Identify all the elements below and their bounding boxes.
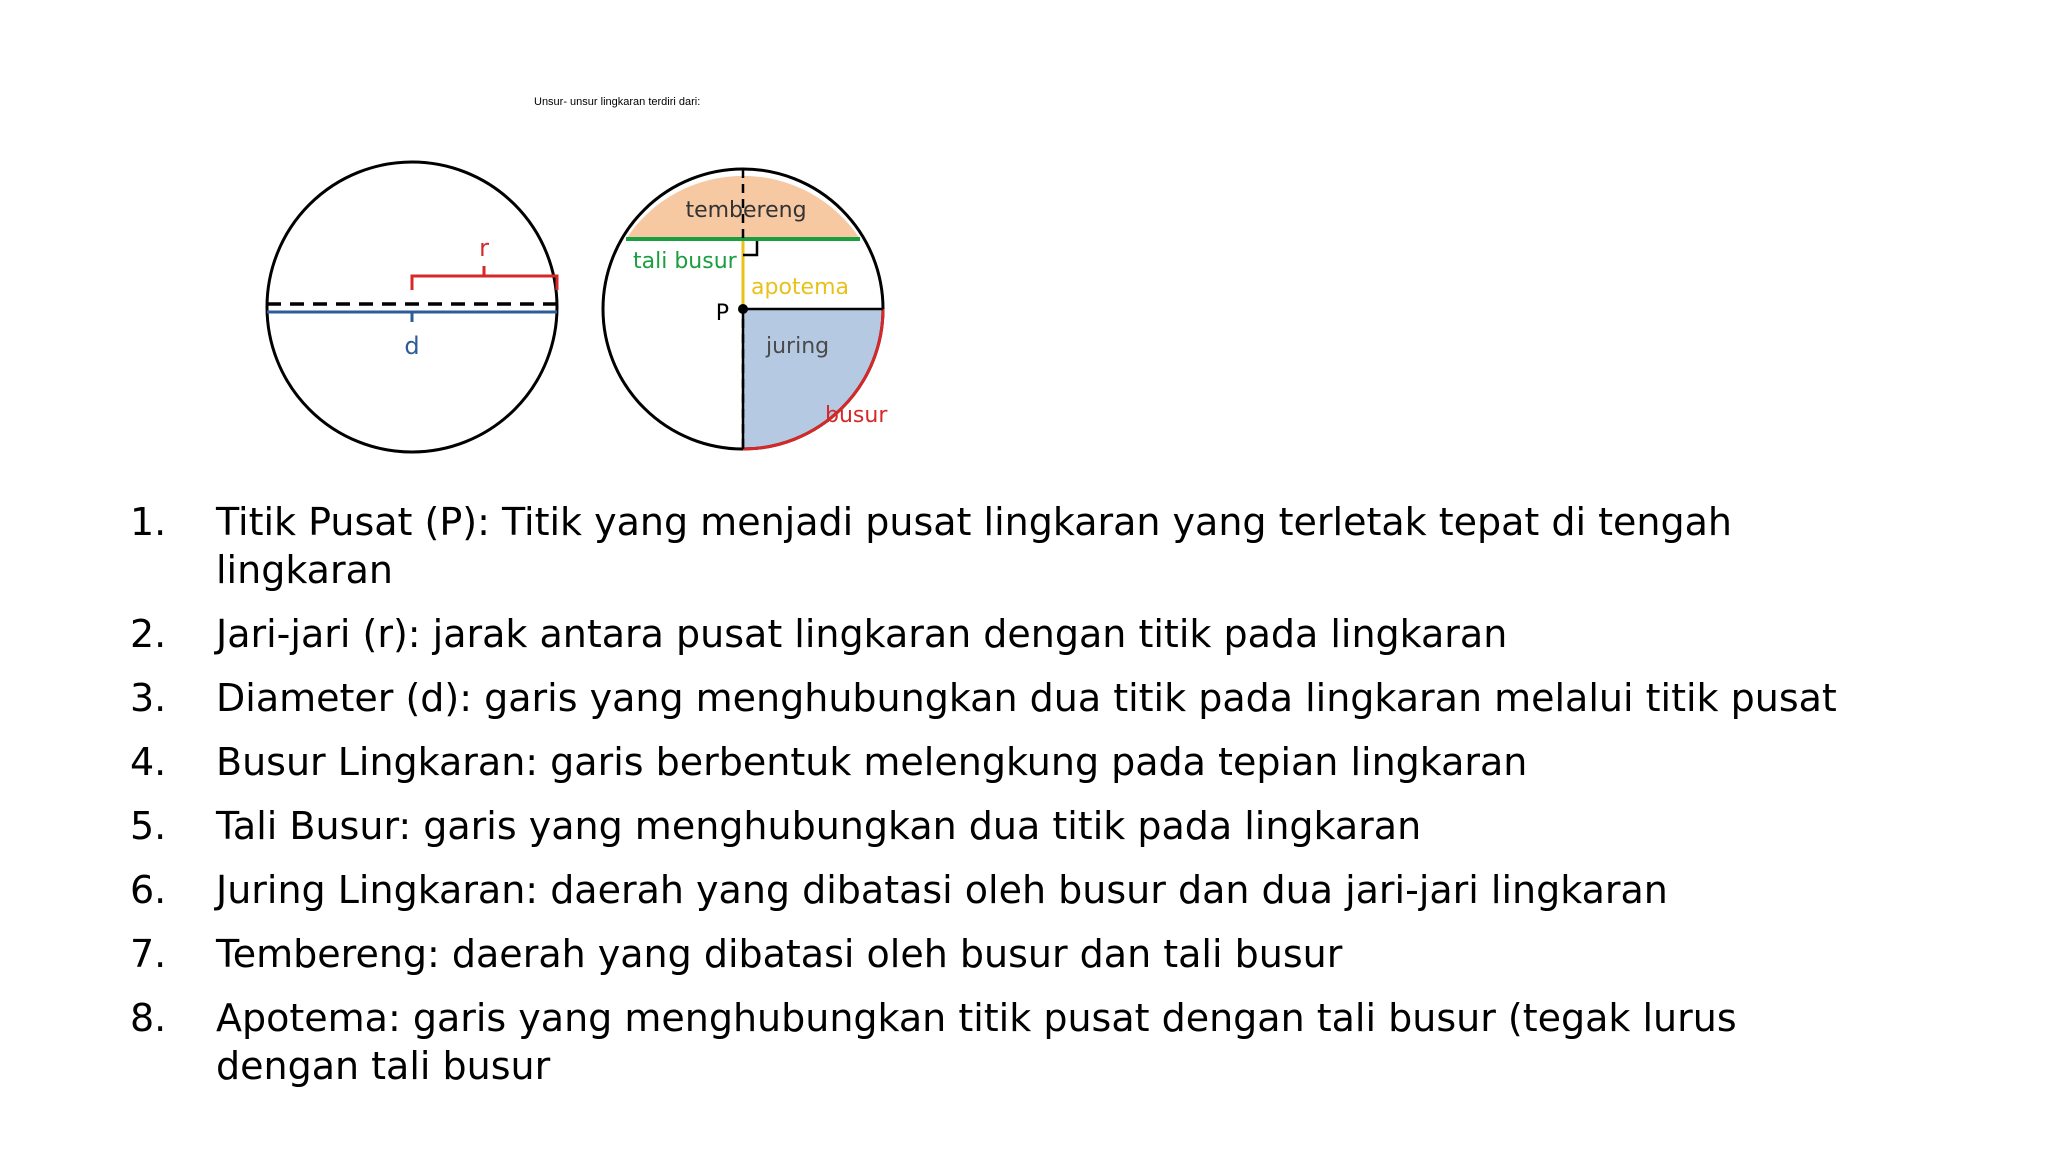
list-item [0,610,2048,658]
apothem-label: apotema [751,275,849,300]
list-item-number: 7. [130,932,167,976]
list-item-text: Busur Lingkaran: garis berbentuk melengkung pada tepian lingkaran [216,740,1528,784]
center-point [738,304,748,314]
list-item [0,674,2048,722]
list-item-text: Tali Busur: garis yang menghubungkan dua titik pada lingkaran [216,804,1422,848]
list-item-number: 6. [130,868,167,912]
list-item-text: Titik Pusat (P): Titik yang menjadi pusat lingkaran yang terletak tepat di tengah lingkaran [216,500,1732,592]
list-item-number: 8. [130,996,167,1040]
list-item-number: 3. [130,676,167,720]
elements-list [0,498,2048,1106]
segment-label: tembereng [685,198,807,223]
circle-elements-diagram [255,150,955,460]
left-circle-outline [267,162,557,452]
diameter-label: d [404,332,420,360]
chord-label: tali busur [633,249,737,274]
list-item [0,802,2048,850]
list-item [0,994,2048,1090]
list-item-number: 5. [130,804,167,848]
center-label: P [715,301,729,326]
heading: Unsur- unsur lingkaran terdiri dari: [534,96,701,108]
list-item [0,498,2048,594]
list-item-text: Tembereng: daerah yang dibatasi oleh busur dan tali busur [216,932,1343,976]
list-item-text: Diameter (d): garis yang menghubungkan dua titik pada lingkaran melalui titik pusat [216,676,1837,720]
list-item [0,930,2048,978]
list-item-text: Juring Lingkaran: daerah yang dibatasi oleh busur dan dua jari-jari lingkaran [216,868,1668,912]
sector-juring [743,309,883,449]
right-circle-figure [603,169,888,449]
list-item-number: 4. [130,740,167,784]
right-angle-marker [743,241,757,255]
list-item-text: Apotema: garis yang menghubungkan titik pusat dengan tali busur (tegak lurus dengan tali busur [216,996,1737,1088]
list-item-text: Jari-jari (r): jarak antara pusat lingkaran dengan titik pada lingkaran [216,612,1508,656]
arc-label: busur [825,403,888,428]
list-item-number: 1. [130,500,167,544]
list-item-number: 2. [130,612,167,656]
list-item [0,738,2048,786]
radius-label: r [479,234,489,262]
list-item [0,866,2048,914]
sector-label: juring [766,334,830,359]
radius-bracket [412,266,557,290]
left-circle-figure [267,162,557,452]
